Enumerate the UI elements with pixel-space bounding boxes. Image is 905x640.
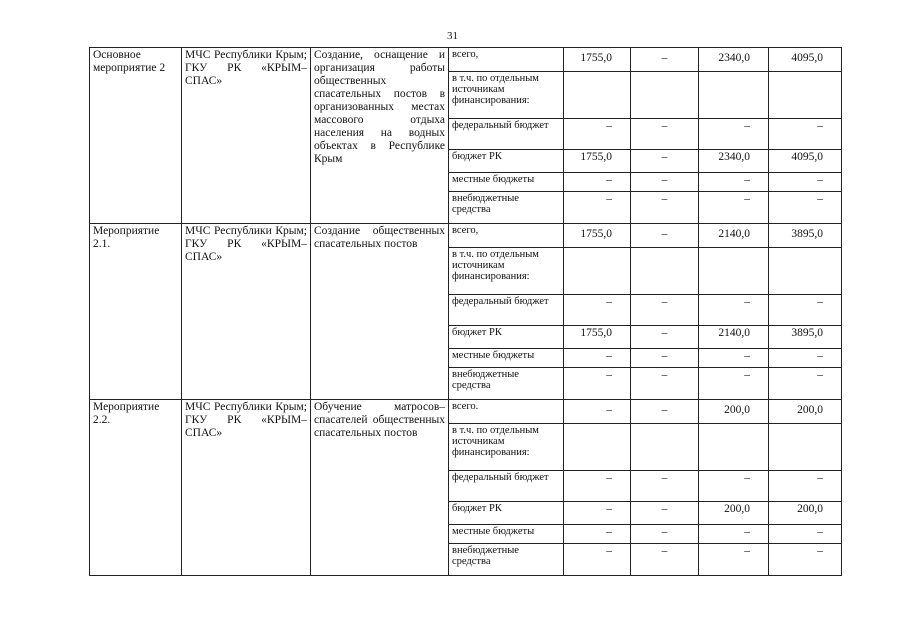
amount-cell: –: [699, 525, 769, 544]
amount-cell: –: [564, 192, 631, 224]
block-name-cell: Мероприятие 2.2.: [90, 400, 182, 576]
amount-cell: 200,0: [699, 502, 769, 525]
funding-source-cell: внебюджетные средства: [449, 544, 564, 576]
amount-cell: –: [631, 471, 699, 502]
amount-cell: –: [769, 525, 842, 544]
amount-cell: [564, 248, 631, 295]
amount-cell: –: [631, 502, 699, 525]
amount-cell: –: [564, 502, 631, 525]
amount-cell: –: [631, 150, 699, 173]
amount-cell: –: [564, 368, 631, 400]
amount-cell: [699, 248, 769, 295]
block-description-cell: Создание общественных спасательных постов: [311, 224, 449, 400]
amount-cell: –: [631, 192, 699, 224]
funding-source-cell: бюджет РК: [449, 502, 564, 525]
funding-source-cell: федеральный бюджет: [449, 471, 564, 502]
amount-cell: [769, 248, 842, 295]
block-executor-cell: МЧС Республики Крым; ГКУ РК «КРЫМ–СПАС»: [182, 224, 311, 400]
amount-cell: –: [699, 471, 769, 502]
amount-cell: –: [769, 173, 842, 192]
amount-cell: [564, 424, 631, 471]
amount-cell: 1755,0: [564, 48, 631, 72]
funding-source-cell: внебюджетные средства: [449, 192, 564, 224]
amount-cell: –: [631, 295, 699, 326]
funding-source-cell: федеральный бюджет: [449, 295, 564, 326]
amount-cell: –: [631, 224, 699, 248]
amount-cell: –: [631, 173, 699, 192]
block-name-cell: Основное мероприятие 2: [90, 48, 182, 224]
amount-cell: –: [631, 326, 699, 349]
amount-cell: –: [769, 192, 842, 224]
amount-cell: 3895,0: [769, 224, 842, 248]
amount-cell: –: [631, 525, 699, 544]
amount-cell: [631, 424, 699, 471]
funding-source-cell: всего.: [449, 400, 564, 424]
amount-cell: [769, 424, 842, 471]
amount-cell: –: [564, 400, 631, 424]
amount-cell: –: [564, 471, 631, 502]
amount-cell: 4095,0: [769, 48, 842, 72]
amount-cell: [699, 424, 769, 471]
amount-cell: –: [631, 48, 699, 72]
block-description-cell: Обучение матросов–спасателей общественных спасательных постов: [311, 400, 449, 576]
amount-cell: –: [564, 525, 631, 544]
amount-cell: [699, 72, 769, 119]
amount-cell: –: [564, 349, 631, 368]
amount-cell: –: [631, 119, 699, 150]
funding-source-cell: федеральный бюджет: [449, 119, 564, 150]
amount-cell: –: [631, 400, 699, 424]
amount-cell: –: [564, 295, 631, 326]
table-row: [90, 400, 842, 424]
amount-cell: 2340,0: [699, 48, 769, 72]
amount-cell: –: [769, 349, 842, 368]
amount-cell: 2140,0: [699, 224, 769, 248]
amount-cell: –: [631, 544, 699, 576]
funding-source-cell: всего,: [449, 48, 564, 72]
amount-cell: 1755,0: [564, 326, 631, 349]
amount-cell: –: [699, 544, 769, 576]
amount-cell: –: [699, 192, 769, 224]
funding-source-cell: в т.ч. по отдельным источникам финансирования:: [449, 72, 564, 119]
block-executor-cell: МЧС Республики Крым; ГКУ РК «КРЫМ–СПАС»: [182, 400, 311, 576]
funding-source-cell: местные бюджеты: [449, 349, 564, 368]
block-executor-cell: МЧС Республики Крым; ГКУ РК «КРЫМ–СПАС»: [182, 48, 311, 224]
amount-cell: –: [769, 295, 842, 326]
amount-cell: –: [564, 119, 631, 150]
amount-cell: 2140,0: [699, 326, 769, 349]
amount-cell: –: [769, 544, 842, 576]
amount-cell: 200,0: [769, 502, 842, 525]
amount-cell: –: [699, 349, 769, 368]
block-description-cell: Создание, оснащение и организация работы общественных спасательных постов в организованных местах массового отдыха населения на водных объектах в Республике Крым: [311, 48, 449, 224]
funding-source-cell: местные бюджеты: [449, 525, 564, 544]
amount-cell: –: [769, 119, 842, 150]
amount-cell: [631, 248, 699, 295]
amount-cell: 3895,0: [769, 326, 842, 349]
amount-cell: –: [631, 368, 699, 400]
amount-cell: –: [564, 544, 631, 576]
funding-source-cell: всего,: [449, 224, 564, 248]
amount-cell: 1755,0: [564, 224, 631, 248]
funding-source-cell: в т.ч. по отдельным источникам финансирования:: [449, 248, 564, 295]
funding-source-cell: местные бюджеты: [449, 173, 564, 192]
amount-cell: –: [769, 471, 842, 502]
amount-cell: 200,0: [769, 400, 842, 424]
amount-cell: –: [631, 349, 699, 368]
amount-cell: –: [699, 173, 769, 192]
funding-table: [89, 47, 842, 576]
funding-source-cell: внебюджетные средства: [449, 368, 564, 400]
amount-cell: 1755,0: [564, 150, 631, 173]
amount-cell: –: [564, 173, 631, 192]
funding-source-cell: в т.ч. по отдельным источникам финансирования:: [449, 424, 564, 471]
amount-cell: –: [699, 368, 769, 400]
amount-cell: 200,0: [699, 400, 769, 424]
amount-cell: –: [699, 295, 769, 326]
table-row: [90, 224, 842, 248]
amount-cell: 2340,0: [699, 150, 769, 173]
amount-cell: –: [699, 119, 769, 150]
table-row: [90, 48, 842, 72]
block-name-cell: Мероприятие 2.1.: [90, 224, 182, 400]
amount-cell: [564, 72, 631, 119]
funding-source-cell: бюджет РК: [449, 150, 564, 173]
amount-cell: –: [769, 368, 842, 400]
amount-cell: [769, 72, 842, 119]
page-number: 31: [447, 30, 458, 42]
amount-cell: [631, 72, 699, 119]
funding-source-cell: бюджет РК: [449, 326, 564, 349]
amount-cell: 4095,0: [769, 150, 842, 173]
